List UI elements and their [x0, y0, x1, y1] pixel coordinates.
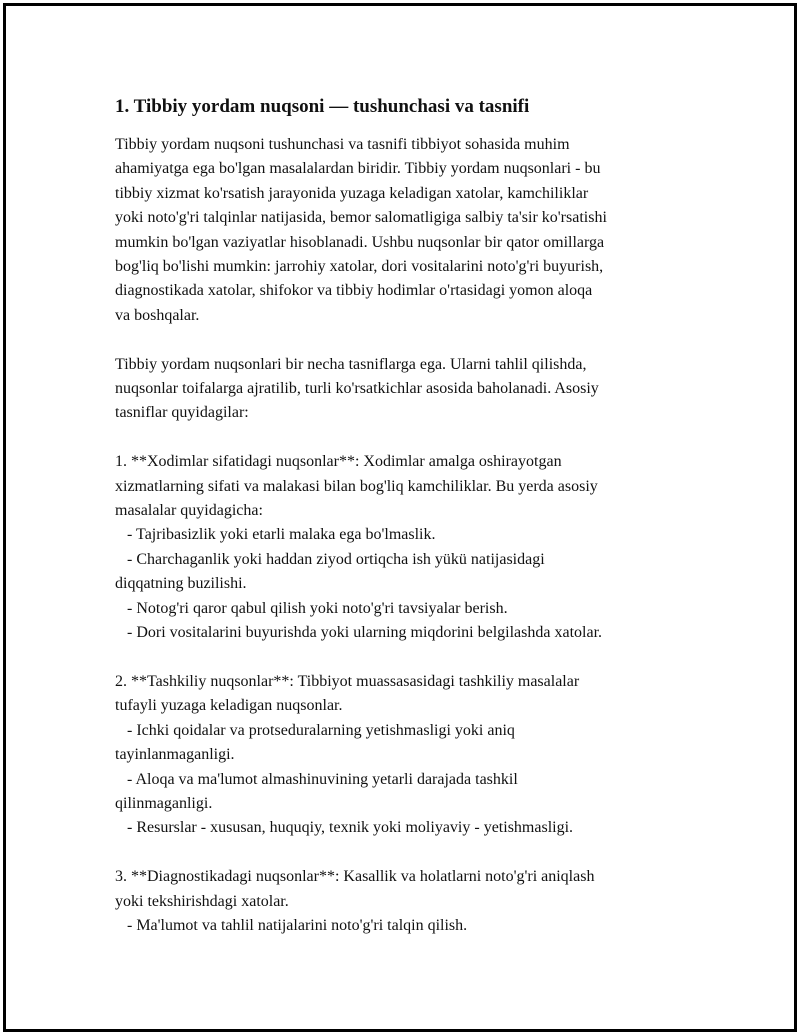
text-line: tasniflar quyidagilar:: [115, 404, 249, 422]
spacer: [115, 841, 685, 865]
text-line: yoki noto'g'ri talqinlar natijasida, bemor salomatligiga salbiy ta'sir ko'rsatishi: [115, 209, 607, 227]
document-title: 1. Tibbiy yordam nuqsoni — tushunchasi va tasnifi: [115, 96, 530, 117]
text-line: va boshqalar.: [115, 306, 200, 324]
spacer: [115, 426, 685, 450]
section-organizational-defects: [115, 670, 685, 841]
text-line: - Notog'ri qaror qabul qilish yoki noto'g'ri tavsiyalar berish.: [115, 599, 508, 617]
text-line: - Ichki qoidalar va protseduralarning yetishmasligi yoki aniq: [115, 721, 515, 739]
text-line: tibbiy xizmat ko'rsatish jarayonida yuzaga keladigan xatolar, kamchiliklar: [115, 184, 589, 202]
text-line: diqqatning buzilishi.: [115, 575, 247, 593]
text-line: nuqsonlar toifalarga ajratilib, turli ko'rsatkichlar asosida baholanadi. Asosiy: [115, 380, 599, 398]
text-line: bog'liq bo'lishi mumkin: jarrohiy xatolar, dori vositalarini noto'g'ri buyurish,: [115, 258, 604, 276]
text-line: Tibbiy yordam nuqsonlari bir necha tasniflarga ega. Ularni tahlil qilishda,: [115, 355, 587, 373]
text-line: Tibbiy yordam nuqsoni tushunchasi va tasnifi tibbiyot sohasida muhim: [115, 136, 570, 153]
text-line: - Resurslar - xususan, huquqiy, texnik yoki moliyaviy - yetishmasligi.: [115, 819, 574, 837]
text-line: - Tajribasizlik yoki etarli malaka ega bo'lmaslik.: [115, 526, 436, 544]
text-line: mumkin bo'lgan vaziyatlar hisoblanadi. Ushbu nuqsonlar bir qator omillarga: [115, 233, 605, 251]
text-line: qilinmaganligi.: [115, 794, 213, 812]
text-line: ahamiyatga ega bo'lgan masalalardan biridir. Tibbiy yordam nuqsonlari - bu: [115, 160, 601, 178]
section-diagnostic-defects: [115, 865, 685, 938]
text-line: tayinlanmaganligi.: [115, 746, 235, 764]
intro-paragraph: [115, 133, 685, 328]
spacer: [115, 646, 685, 670]
text-line: xizmatlarning sifati va malakasi bilan bog'liq kamchiliklar. Bu yerda asosiy: [115, 477, 598, 495]
section-staff-defects: [115, 450, 685, 645]
text-line: yoki tekshirishdagi xatolar.: [115, 892, 289, 910]
text-line: - Aloqa va ma'lumot almashinuvining yetarli darajada tashkil: [115, 770, 518, 788]
text-line: diagnostikada xatolar, shifokor va tibbiy hodimlar o'rtasidagi yomon aloqa: [115, 282, 593, 300]
text-line: 3. **Diagnostikadagi nuqsonlar**: Kasallik va holatlarni noto'g'ri aniqlash: [115, 868, 595, 886]
text-line: 2. **Tashkiliy nuqsonlar**: Tibbiyot muassasasidagi tashkiliy masalalar: [115, 672, 580, 690]
classification-paragraph: [115, 353, 685, 426]
text-line: 1. **Xodimlar sifatidagi nuqsonlar**: Xodimlar amalga oshirayotgan: [115, 453, 562, 471]
text-line: tufayli yuzaga keladigan nuqsonlar.: [115, 697, 343, 715]
text-line: - Charchaganlik yoki haddan ziyod ortiqcha ish yükü natijasidagi: [115, 550, 545, 568]
text-line: masalalar quyidagicha:: [115, 502, 263, 520]
text-line: - Ma'lumot va tahlil natijalarini noto'g'ri talqin qilish.: [115, 916, 468, 934]
text-line: - Dori vositalarini buyurishda yoki ularning miqdorini belgilashda xatolar.: [115, 624, 603, 642]
spacer: [115, 328, 685, 352]
document-body: [115, 95, 685, 938]
